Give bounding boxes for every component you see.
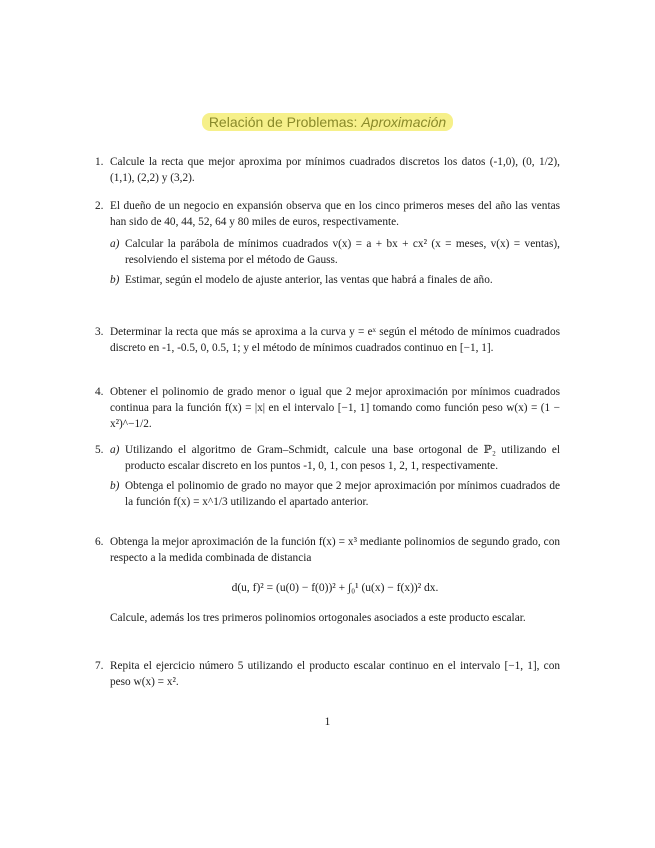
- problem-6-after: Calcule, además los tres primeros polinomios ortogonales asociados a este producto escalar.: [110, 612, 526, 624]
- problem-5b-text: Obtenga el polinomio de grado no mayor que 2 mejor aproximación por mínimos cuadrados de la función f(x) = x^1/3 utilizando el apartado anterior.: [125, 480, 560, 508]
- problem-7-text: Repita el ejercicio número 5 utilizando el producto escalar continuo en el intervalo [−1, 1], con peso w(x) = x².: [110, 660, 560, 688]
- problem-5: 5. a) Utilizando el algoritmo de Gram–Schmidt, calcule una base ortogonal de ℙ₂ utilizando el producto escalar discreto en los puntos -1, 0, 1, con pesos 1, 2, 1, respectivamente. b) Obtenga el polinomio de grado no mayor que 2 mejor aproximación por mínimos cuadrados de la función f(x) = x^1/3 utilizando el apartado anterior.: [95, 444, 560, 508]
- problem-5a-text: Utilizando el algoritmo de Gram–Schmidt, calcule una base ortogonal de ℙ₂ utilizando el producto escalar discreto en los puntos -1, 0, 1, con pesos 1, 2, 1, respectivamente.: [125, 444, 560, 472]
- problem-2: 2. El dueño de un negocio en expansión observa que en los cinco primeros meses del año las ventas han sido de 40, 44, 52, 64 y 80 miles de euros, respectivamente. a) Calcular la parábola de mínimos cuadrados v(x) = a + bx + cx² (x = meses, v(x) = ventas), resolviendo el sistema por el método de Gauss. b) Estimar, según el modelo de ajuste anterior, las ventas que habrá a finales de año.: [95, 200, 560, 286]
- page-number: 1: [324, 716, 331, 728]
- problem-6: 6. Obtenga la mejor aproximación de la función f(x) = x³ mediante polinomios de segundo grado, con respecto a la medida combinada de distancia d(u, f)² = (u(0) − f(0))² + ∫₀¹ (u(x) − f(x))² dx. Calcule, además los tres primeros polinomios ortogonales asociados a este producto escalar.: [95, 536, 560, 624]
- problem-2a-text: Calcular la parábola de mínimos cuadrados v(x) = a + bx + cx² (x = meses, v(x) = ventas), resolviendo el sistema por el método de Gauss.: [125, 238, 560, 266]
- problem-1: 1. Calcule la recta que mejor aproxima por mínimos cuadrados discretos los datos (-1,0), (0, 1/2), (1,1), (2,2) y (3,2).: [95, 156, 560, 184]
- problem-7: 7. Repita el ejercicio número 5 utilizando el producto escalar continuo en el intervalo [−1, 1], con peso w(x) = x².: [95, 660, 560, 688]
- problem-4-text: Obtener el polinomio de grado menor o igual que 2 mejor aproximación por mínimos cuadrados continua para la función f(x) = |x| en el intervalo [−1, 1] tomando como función peso w(x) = (1 − x²)^−1/2.: [110, 386, 560, 430]
- problem-2a: a) Calcular la parábola de mínimos cuadrados v(x) = a + bx + cx² (x = meses, v(x) = ventas), resolviendo el sistema por el método de Gauss.: [110, 238, 560, 266]
- page-title: Relación de Problemas: Aproximación: [202, 113, 453, 131]
- distance-formula: d(u, f)² = (u(0) − f(0))² + ∫₀¹ (u(x) − f(x))² dx.: [231, 582, 439, 594]
- problem-2b: b) Estimar, según el modelo de ajuste anterior, las ventas que habrá a finales de año.: [110, 272, 560, 288]
- problem-5b: b) Obtenga el polinomio de grado no mayor que 2 mejor aproximación por mínimos cuadrados de la función f(x) = x^1/3 utilizando el apartado anterior.: [110, 480, 560, 508]
- problem-3-text: Determinar la recta que más se aproxima a la curva y = eˣ según el método de mínimos cuadrados discreto en -1, -0.5, 0, 0.5, 1; y el método de mínimos cuadrados continuo en [−1, 1].: [110, 326, 560, 354]
- problem-2-text: El dueño de un negocio en expansión observa que en los cinco primeros meses del año las ventas han sido de 40, 44, 52, 64 y 80 miles de euros, respectivamente.: [110, 200, 560, 228]
- title-container: [0, 113, 655, 132]
- problem-6-text: Obtenga la mejor aproximación de la función f(x) = x³ mediante polinomios de segundo grado, con respecto a la medida combinada de distancia: [110, 536, 560, 564]
- title-emphasis: Aproximación: [361, 114, 447, 130]
- problem-3: 3. Determinar la recta que más se aproxima a la curva y = eˣ según el método de mínimos cuadrados discreto en -1, -0.5, 0, 0.5, 1; y el método de mínimos cuadrados continuo en [−1, 1].: [95, 326, 560, 354]
- problem-4: 4. Obtener el polinomio de grado menor o igual que 2 mejor aproximación por mínimos cuadrados continua para la función f(x) = |x| en el intervalo [−1, 1] tomando como función peso w(x) = (1 − x²)^−1/2.: [95, 386, 560, 430]
- problem-2b-text: Estimar, según el modelo de ajuste anterior, las ventas que habrá a finales de año.: [125, 274, 493, 286]
- problem-5a: a) Utilizando el algoritmo de Gram–Schmidt, calcule una base ortogonal de ℙ₂ utilizando el producto escalar discreto en los puntos -1, 0, 1, con pesos 1, 2, 1, respectivamente.: [110, 444, 560, 472]
- problem-1-text: Calcule la recta que mejor aproxima por mínimos cuadrados discretos los datos (-1,0), (0, 1/2), (1,1), (2,2) y (3,2).: [110, 156, 560, 184]
